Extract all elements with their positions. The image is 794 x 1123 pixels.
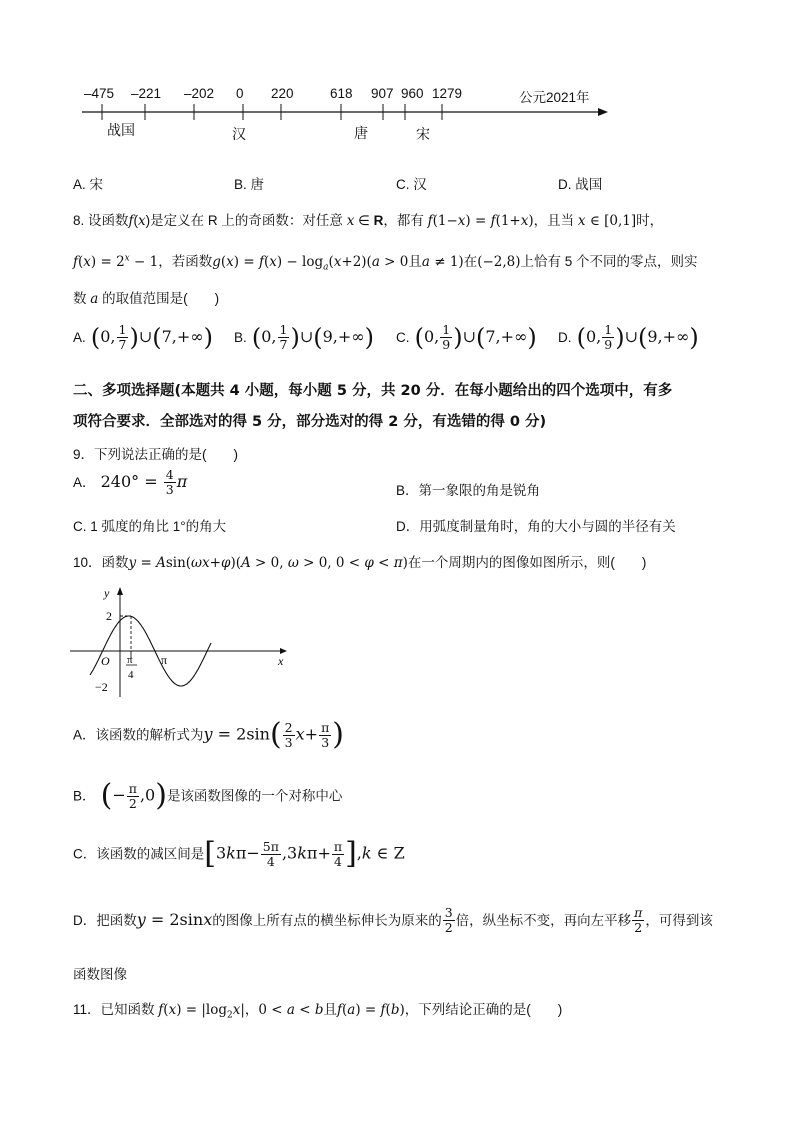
q8-line3: 数 a 的取值范围是( ) xyxy=(73,291,220,307)
graph-min-label: −2 xyxy=(95,680,108,694)
q8-option-b: B. (0, $\frac{1}{7}$ )∪(9,+∞) xyxy=(234,322,374,352)
q7-option-d: D. 战国 xyxy=(558,177,603,192)
era-label-song: 宋 xyxy=(416,126,430,142)
q8-line1: 8. 设函数f(x)是定义在 R 上的奇函数：对任意 x ∈ R，都有 f(1−x) = f(1+x)，且当 x ∈ [0,1]时， xyxy=(73,213,664,229)
q11-stem: 11．已知函数 $f(x) = |\log_2x|$，0 < a < b且f(a) = f(b)，下列结论正确的是( ) xyxy=(73,1002,563,1021)
graph-pi-label: π xyxy=(161,653,168,667)
q8-option-d: D. (0, $\frac{1}{9}$ )∪(9,+∞) xyxy=(558,322,699,352)
q9-option-a: A． 240° = $\frac{4}{3}$ π xyxy=(73,467,188,497)
tick-label-2: –202 xyxy=(184,86,215,101)
tick-label-0: –475 xyxy=(84,86,115,101)
tick-label-8: 1279 xyxy=(432,86,463,101)
q10-option-c: C．该函数的减区间是[3kπ− $\frac{5\pi}{4}$ ,3kπ+ $\frac{\pi}{4}$ ],k ∈ Z xyxy=(73,836,405,871)
tick-label-3: 0 xyxy=(236,86,244,101)
tick-label-5: 618 xyxy=(330,86,353,101)
q10-option-b: B． (− $\frac{\pi}{2}$ ,0)是该函数图像的一个对称中心 xyxy=(73,778,343,813)
q10-graph xyxy=(70,585,290,700)
tick-label-4: 220 xyxy=(271,86,294,101)
tick-label-7: 960 xyxy=(401,86,424,101)
section2-heading-line1: 二、多项选择题(本题共 4 小题，每小题 5 分，共 20 分．在每小题给出的四个选项中，有多 xyxy=(73,383,673,399)
graph-max-label: 2 xyxy=(106,609,112,623)
graph-pi-over-label: π xyxy=(127,654,133,666)
q7-option-b: B. 唐 xyxy=(234,177,265,192)
era-label-han: 汉 xyxy=(232,126,246,142)
q8-option-a: A. (0, $\frac{1}{7}$ )∪(7,+∞) xyxy=(73,322,213,352)
q10-option-d: D．把函数y = 2sinx的图像上所有点的横坐标伸长为原来的 $\frac{3}{2}$ 倍，纵坐标不变，再向左平移 $\frac{\pi}{2}$ ，可得到该 xyxy=(73,905,713,935)
q9-stem: 9．下列说法正确的是( ) xyxy=(73,447,238,462)
q9-option-d: D．用弧度制量角时，角的大小与圆的半径有关 xyxy=(396,519,676,534)
q7-option-c: C. 汉 xyxy=(396,177,427,192)
section2-heading-line2: 项符合要求．全部选对的得 5 分，部分选对的得 2 分，有选错的得 0 分) xyxy=(73,414,547,430)
era-label-zhanguo: 战国 xyxy=(107,122,135,138)
q8-option-c: C. (0, $\frac{1}{9}$ )∪(7,+∞) xyxy=(396,322,537,352)
q7-option-a: A. 宋 xyxy=(73,177,104,192)
q9-option-b: B．第一象限的角是锐角 xyxy=(396,483,541,498)
tick-label-6: 907 xyxy=(371,86,394,101)
tick-label-1: –221 xyxy=(131,86,162,101)
q10-option-d-line2: 函数图像 xyxy=(73,967,127,982)
graph-y-label: y xyxy=(104,586,110,600)
q9-option-c: C. 1 弧度的角比 1°的角大 xyxy=(73,519,227,534)
q8-line2: $f(x) = 2^x - 1$，若函数$g(x) = f(x) - \log_a(x+2)(a > 0$且a ≠ 1)在(−2,8)上恰有 5 个不同的零点，则实 xyxy=(73,253,698,273)
timeline-end-label: 公元2021年 xyxy=(519,90,590,105)
graph-origin-label: O xyxy=(101,654,110,668)
graph-x-label: x xyxy=(278,654,284,668)
q10-option-a: A．该函数的解析式为y = 2sin( $\frac{2}{3}$ x+ $\frac{\pi}{3}$ ) xyxy=(73,717,344,752)
q10-stem: 10．函数y = Asin(ωx+φ)(A > 0, ω > 0, 0 < φ < π)在一个周期内的图像如图所示，则( ) xyxy=(73,555,647,571)
era-label-tang: 唐 xyxy=(354,125,368,141)
graph-four-label: 4 xyxy=(128,669,134,681)
timeline-arrow xyxy=(598,108,608,116)
q10-graph-svg xyxy=(70,585,290,700)
